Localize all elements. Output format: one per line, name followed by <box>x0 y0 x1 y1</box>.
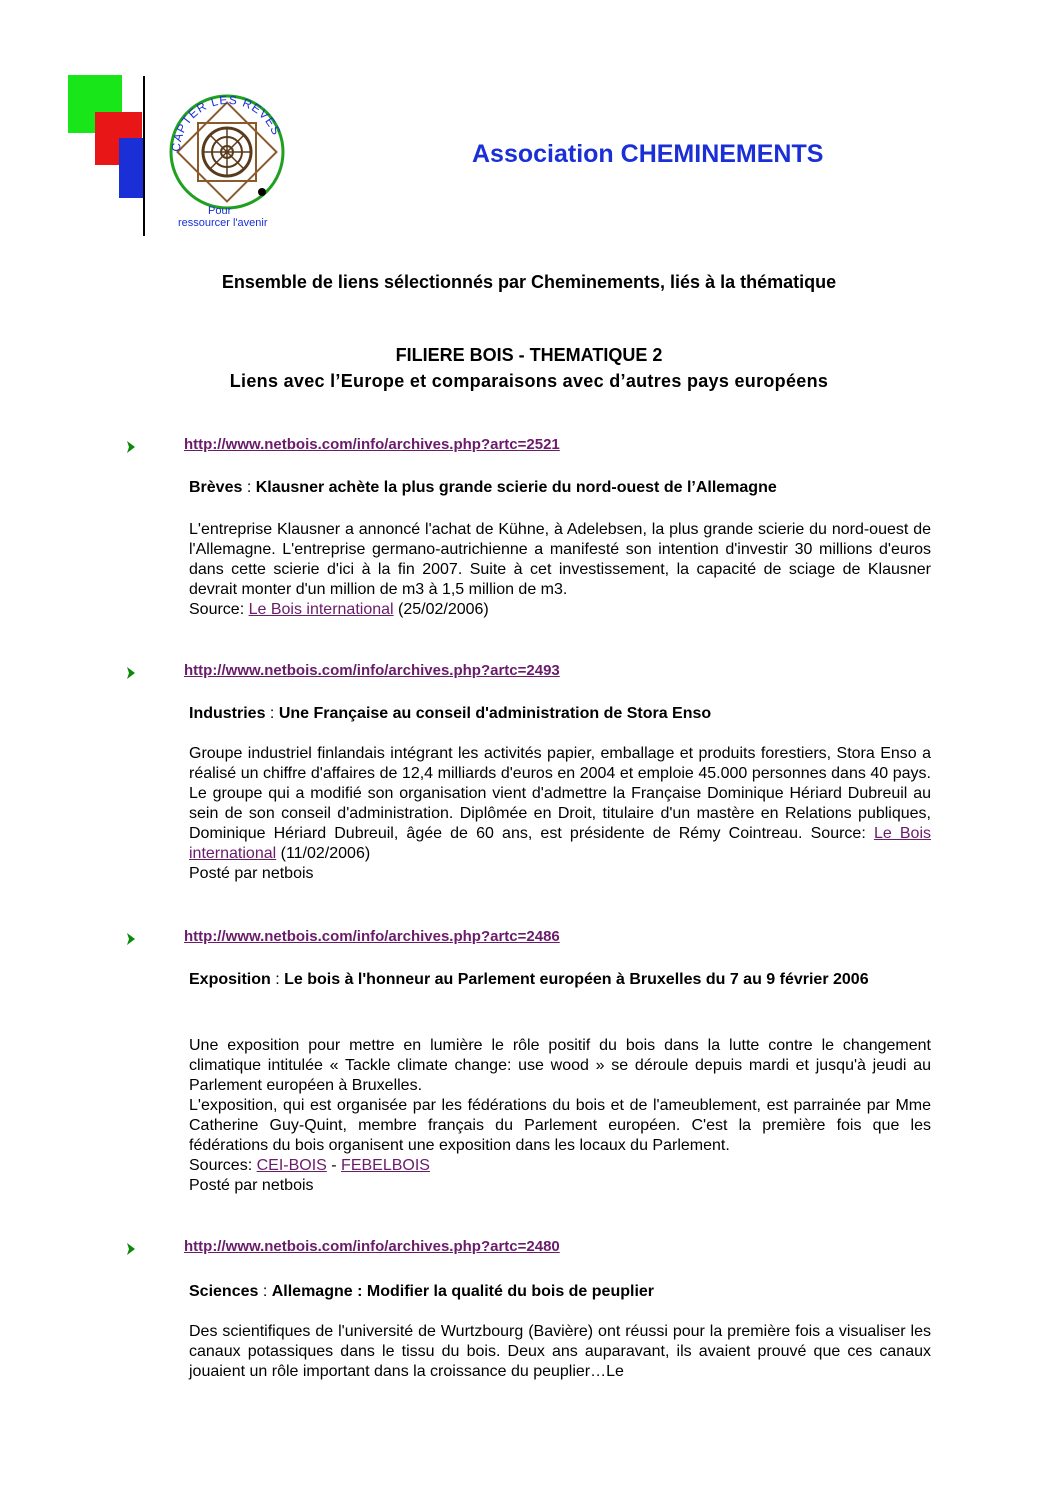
logo-caption-2: ressourcer l'avenir <box>178 217 268 229</box>
entry-category: Industries <box>189 705 266 722</box>
entry-headline: Klausner achète la plus grande scierie du nord-ouest de l’Allemagne <box>255 479 777 496</box>
entry-heading: Sciences : Allemagne : Modifier la qualité du bois de peuplier <box>189 1283 655 1300</box>
header-divider <box>143 76 145 236</box>
entry-source: Sources: CEI-BOIS - FEBELBOIS <box>189 1157 430 1174</box>
logo-blue-square <box>119 138 144 198</box>
arrow-bullet-icon <box>124 440 138 454</box>
arrow-bullet-icon <box>124 666 138 680</box>
intro-heading: Ensemble de liens sélectionnés par Cheminements, liés à la thématique <box>221 272 837 292</box>
logo-caption-1: Pour <box>208 205 232 217</box>
entry-link[interactable]: http://www.netbois.com/info/archives.php?artc=2521 <box>184 436 560 453</box>
page-title: FILIERE BOIS - THEMATIQUE 2 <box>395 345 663 365</box>
association-title: Association CHEMINEMENTS <box>472 140 824 168</box>
entry-link[interactable]: http://www.netbois.com/info/archives.php?artc=2486 <box>184 928 560 945</box>
entry-source: Source: Le Bois international (25/02/2006) <box>189 601 489 618</box>
entry-heading: Industries : Une Française au conseil d'administration de Stora Enso <box>189 705 712 722</box>
entry-heading: Brèves : Klausner achète la plus grande scierie du nord-ouest de l’Allemagne <box>189 479 777 496</box>
source-link-cei-bois[interactable]: CEI-BOIS <box>256 1157 327 1174</box>
source-link[interactable]: Le Bois international <box>248 601 394 618</box>
entry-body: Une exposition pour mettre en lumière le rôle positif du bois dans la lutte contre le changement climatique intitulée « Tackle climate change: use wood » se déroule depuis mardi et jusqu'à jeudi au Parlement européen à Bruxelles. L'exposition, qui est organisée par les fédérations du bois et de l'ameublement, est parrainée par Mme Catherine Guy-Quint, membre français du Parlement européen. C'est la première fois que les fédérations du bois organisent une exposition dans les locaux du Parlement. Sources: CEI-BOIS - FEBELBOIS Posté par netbois <box>189 1037 931 1194</box>
entry-heading: Exposition : Le bois à l'honneur au Parlement européen à Bruxelles du 7 au 9 février 2006 <box>189 971 869 988</box>
entry-link[interactable]: http://www.netbois.com/info/archives.php?artc=2493 <box>184 662 560 679</box>
entry-category: Brèves <box>189 479 243 496</box>
source-link-febelbois[interactable]: FEBELBOIS <box>341 1157 430 1174</box>
association-logo <box>158 74 296 234</box>
entry-body: L'entreprise Klausner a annoncé l'achat de Kühne, à Adelebsen, la plus grande scierie du nord-ouest de l'Allemagne. L'entreprise germano-autrichienne a manifesté son intention d'investir 30 millions d'euros dans cette scierie d'ici à la fin 2007. Suite à cet investissement, la capacité de sciage de Klausner devrait monter d'un million de m3 à 1,5 million de m3. Source: Le Bois international (25/02/2006) <box>189 521 931 618</box>
entry-body: Des scientifiques de l'université de Wurtzbourg (Bavière) ont réussi pour la première fois a visualiser les canaux potassiques dans le tissu du bois. Deux ans auparavant, ils avaient prouvé que ces canaux jouaient un rôle important dans la croissance du peuplier…Le <box>189 1323 931 1380</box>
entry-link[interactable]: http://www.netbois.com/info/archives.php?artc=2480 <box>184 1238 560 1255</box>
source-link[interactable]: Le Bois international <box>189 825 932 862</box>
arrow-bullet-icon <box>124 1242 138 1256</box>
arrow-bullet-icon <box>124 932 138 946</box>
page-subtitle: Liens avec l’Europe et comparaisons avec d’autres pays européens <box>229 371 829 391</box>
entry-body: Groupe industriel finlandais intégrant les activités papier, emballage et produits forestiers, Stora Enso a réalisé un chiffre d'affaires de 12,4 milliards d'euros en 2004 et emploie 45.000 personnes dans 40 pays. Le groupe qui a modifié son organisation vient d'admettre la Française Dominique Hériard Dubreuil au sein de son conseil d'administration. Diplômée en Droit, titulaire d'un mastère en Relations publiques, Dominique Hériard Dubreuil, âgée de 60 ans, est présidente de Rémy Cointreau. Source: Le Bois international (11/02/2006) Posté par netbois <box>189 745 932 882</box>
entry-headline: Une Française au conseil d'administration de Stora Enso <box>278 705 712 722</box>
entry-posted-by: Posté par netbois <box>189 1177 314 1194</box>
entry-category: Exposition <box>189 971 271 988</box>
entry-category: Sciences <box>189 1283 259 1300</box>
logo-arc-text: CAPTER LES REVES <box>168 92 284 153</box>
entry-headline: Le bois à l'honneur au Parlement européen à Bruxelles du 7 au 9 février 2006 <box>284 971 869 988</box>
entry-headline: Allemagne : Modifier la qualité du bois de peuplier <box>271 1283 655 1300</box>
entry-posted-by: Posté par netbois <box>189 865 314 882</box>
